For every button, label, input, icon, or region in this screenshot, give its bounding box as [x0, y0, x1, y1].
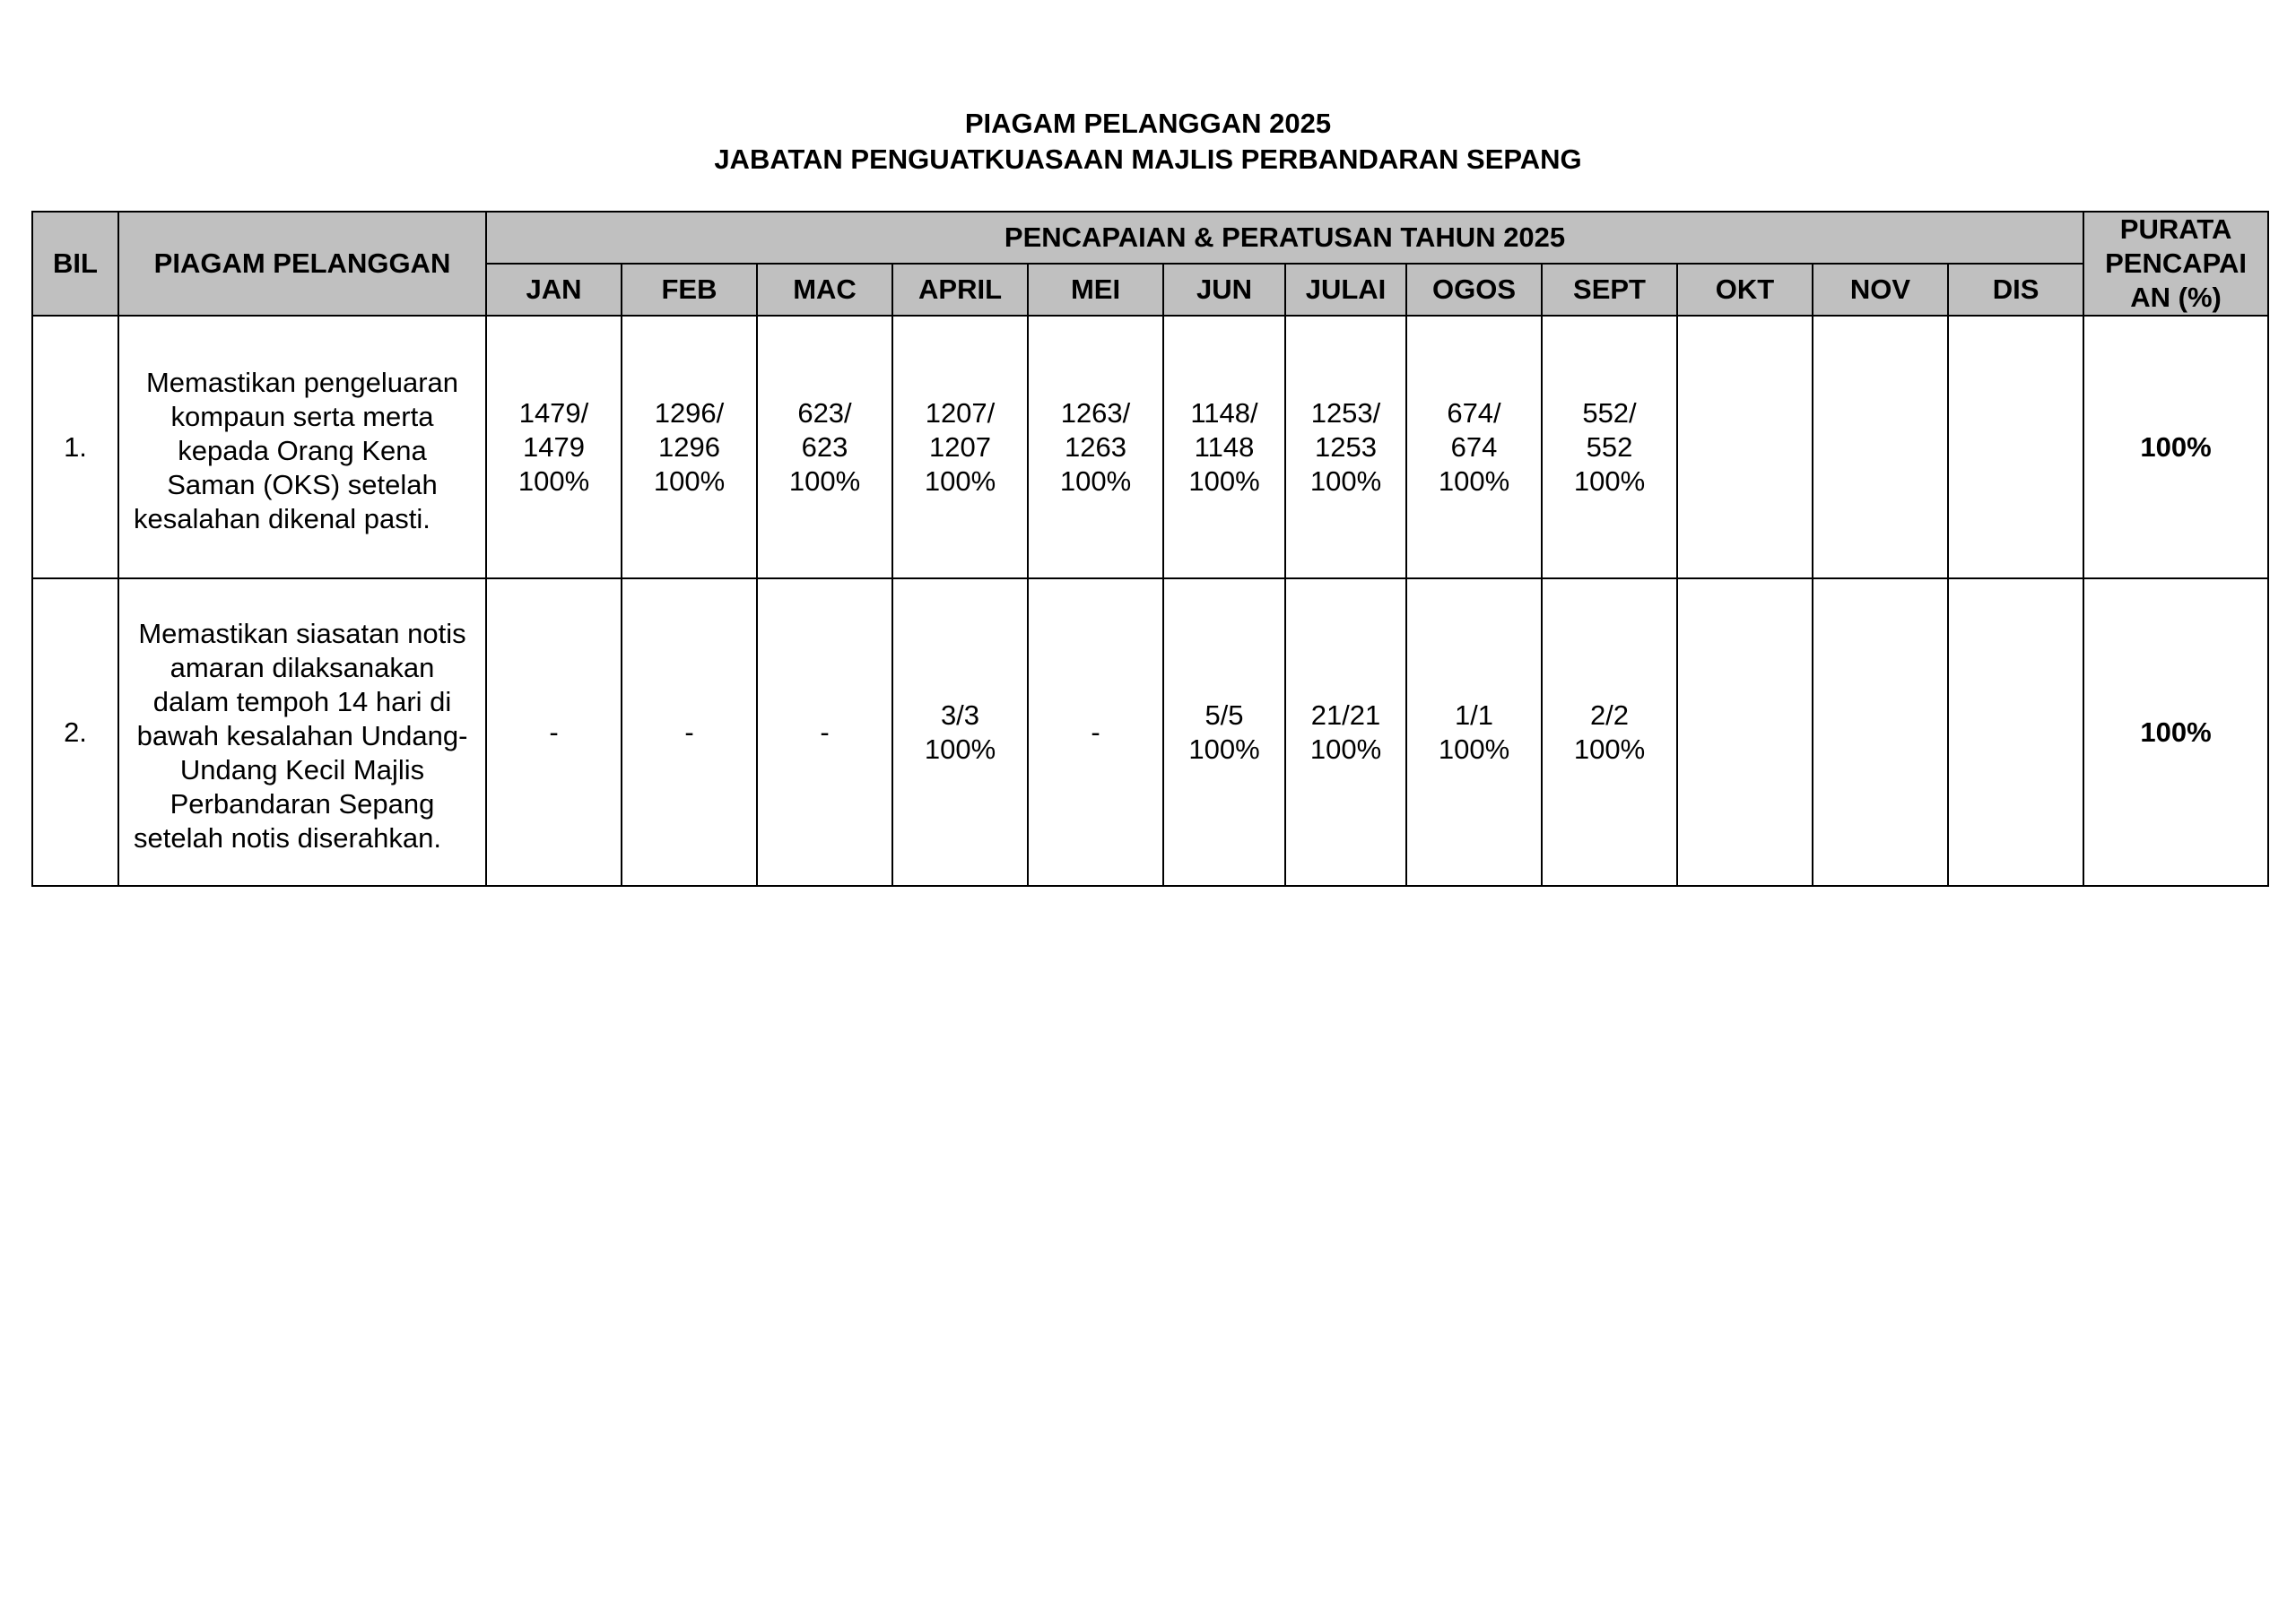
cell-line: 623/	[797, 396, 852, 429]
document-header	[0, 106, 2296, 178]
header-month-nov: NOV	[1813, 264, 1948, 316]
cell-line: 100%	[924, 733, 996, 765]
month-cell-julai	[1285, 316, 1406, 578]
header-month-sept: SEPT	[1542, 264, 1677, 316]
month-cell-mac	[757, 578, 892, 886]
average-cell: 100%	[2083, 316, 2268, 578]
header-month-julai: JULAI	[1285, 264, 1406, 316]
month-cell-sept	[1542, 316, 1677, 578]
month-cell-okt	[1677, 578, 1813, 886]
cell-line: 100%	[1573, 733, 1646, 765]
table-row	[32, 316, 2268, 578]
cell-line: -	[1091, 716, 1100, 748]
header-month-jan: JAN	[486, 264, 622, 316]
cell-line: 100%	[1438, 464, 1510, 497]
header-month-dis: DIS	[1948, 264, 2083, 316]
cell-line: 100%	[1059, 464, 1132, 497]
cell-line: 100%	[924, 464, 996, 497]
cell-line: 674	[1450, 430, 1498, 463]
month-cell-april	[892, 578, 1028, 886]
month-cell-mei	[1028, 316, 1163, 578]
row-number: 2.	[32, 578, 118, 886]
cell-line: 2/2	[1589, 699, 1630, 731]
cell-line: 552	[1586, 430, 1633, 463]
cell-line: 1263/	[1060, 396, 1131, 429]
cell-line: 1148/	[1190, 396, 1258, 429]
header-month-mei: MEI	[1028, 264, 1163, 316]
month-cell-mac	[757, 316, 892, 578]
document-subtitle: JABATAN PENGUATKUASAAN MAJLIS PERBANDARAN SEPANG	[714, 143, 1582, 175]
month-cell-feb	[622, 316, 757, 578]
cell-line: 1148	[1194, 430, 1255, 463]
month-cell-ogos	[1406, 316, 1542, 578]
cell-line: 100%	[1438, 733, 1510, 765]
header-purata-line1: PURATA	[2119, 213, 2232, 245]
charter-description: Memastikan siasatan notis amaran dilaksanakan dalam tempoh 14 hari di bawah kesalahan Undang-Undang Kecil Majlis Perbandaran Sepang setelah notis diserahkan.	[118, 578, 486, 886]
month-cell-april	[892, 316, 1028, 578]
header-purata-line3: AN (%)	[2130, 282, 2222, 313]
cell-line: -	[820, 716, 830, 748]
month-cell-feb	[622, 578, 757, 886]
cell-line: 623	[801, 430, 848, 463]
header-month-ogos: OGOS	[1406, 264, 1542, 316]
month-cell-nov	[1813, 316, 1948, 578]
table-body	[32, 316, 2268, 886]
month-cell-jun	[1163, 316, 1285, 578]
customer-charter-table	[31, 211, 2269, 887]
cell-line: -	[549, 716, 559, 748]
header-month-mac: MAC	[757, 264, 892, 316]
cell-line: 1207	[929, 430, 991, 463]
cell-line: 3/3	[940, 699, 980, 731]
cell-line: 100%	[517, 464, 590, 497]
cell-line: 1296/	[654, 396, 725, 429]
header-purata	[2083, 212, 2268, 316]
month-cell-ogos	[1406, 578, 1542, 886]
document-title: PIAGAM PELANGGAN 2025	[964, 108, 1332, 139]
cell-line: 100%	[1309, 464, 1382, 497]
month-cell-julai	[1285, 578, 1406, 886]
header-month-april: APRIL	[892, 264, 1028, 316]
cell-line: 1479/	[518, 396, 589, 429]
month-cell-nov	[1813, 578, 1948, 886]
cell-line: 1296	[658, 430, 720, 463]
average-cell: 100%	[2083, 578, 2268, 886]
cell-line: 100%	[1573, 464, 1646, 497]
header-row-top	[32, 212, 2268, 264]
month-cell-mei	[1028, 578, 1163, 886]
cell-line: 1263	[1065, 430, 1126, 463]
cell-line: 1/1	[1454, 699, 1494, 731]
cell-line: 1253	[1315, 430, 1377, 463]
month-cell-jan	[486, 316, 622, 578]
charter-description: Memastikan pengeluaran kompaun serta merta kepada Orang Kena Saman (OKS) setelah kesalahan dikenal pasti.	[118, 316, 486, 578]
cell-line: 1207/	[925, 396, 996, 429]
cell-line: 5/5	[1205, 699, 1244, 731]
header-month-okt: OKT	[1677, 264, 1813, 316]
cell-line: 100%	[788, 464, 861, 497]
cell-line: 21/21	[1310, 699, 1381, 731]
header-month-feb: FEB	[622, 264, 757, 316]
table-row	[32, 578, 2268, 886]
month-cell-dis	[1948, 578, 2083, 886]
cell-line: 674/	[1447, 396, 1501, 429]
month-cell-okt	[1677, 316, 1813, 578]
header-month-jun: JUN	[1163, 264, 1285, 316]
header-group: PENCAPAIAN & PERATUSAN TAHUN 2025	[486, 212, 2083, 264]
cell-line: 100%	[1188, 733, 1260, 765]
header-bil: BIL	[32, 212, 118, 316]
header-piagam: PIAGAM PELANGGAN	[118, 212, 486, 316]
month-cell-sept	[1542, 578, 1677, 886]
cell-line: 1253/	[1310, 396, 1381, 429]
cell-line: 100%	[1188, 464, 1260, 497]
cell-line: 100%	[1309, 733, 1382, 765]
month-cell-jun	[1163, 578, 1285, 886]
cell-line: 100%	[653, 464, 726, 497]
month-cell-jan	[486, 578, 622, 886]
cell-line: 1479	[523, 430, 585, 463]
month-cell-dis	[1948, 316, 2083, 578]
row-number: 1.	[32, 316, 118, 578]
header-purata-line2: PENCAPAI	[2105, 247, 2248, 279]
cell-line: 552/	[1582, 396, 1637, 429]
cell-line: -	[684, 716, 694, 748]
